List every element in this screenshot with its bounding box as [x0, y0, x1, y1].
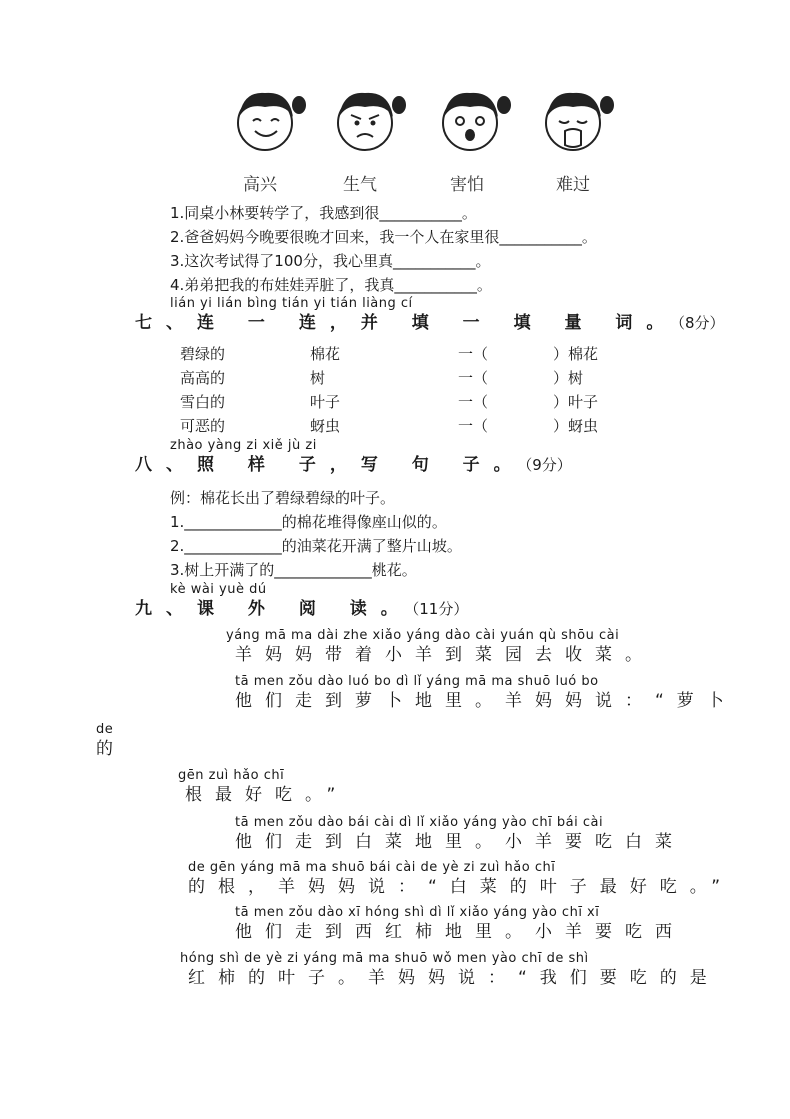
s7-right-prefix-4: 一（	[458, 417, 489, 435]
reading-line-4: 根最好吃。”	[185, 785, 349, 805]
question-4: 4.弟弟把我的布娃娃弄脏了，我真___________。	[170, 276, 492, 294]
reading-pinyin-7: tā men zǒu dào xī hóng shì dì lǐ xiǎo yáng yào chī xī	[235, 905, 600, 920]
reading-pinyin-6: de gēn yáng mā ma shuō bái cài de yè zi zuì hǎo chī	[188, 860, 556, 875]
s7-mid-4: 蚜虫	[310, 417, 341, 435]
section8-item-3: 3.树上开满了的_____________桃花。	[170, 561, 417, 579]
sad-face-icon	[546, 93, 614, 150]
face-label-scared: 害怕	[450, 175, 484, 195]
s7-mid-1: 棉花	[310, 345, 341, 363]
s7-left-2: 高高的	[180, 369, 226, 387]
s7-right-suffix-1: ）棉花	[553, 345, 599, 363]
reading-pinyin-5: tā men zǒu dào bái cài dì lǐ xiǎo yáng yào chī bái cài	[235, 815, 604, 830]
reading-pinyin-8: hóng shì de yè zi yáng mā ma shuō wǒ men yào chī de shì	[180, 951, 589, 966]
s7-right-prefix-3: 一（	[458, 393, 489, 411]
s7-left-4: 可恶的	[180, 417, 226, 435]
reading-line-7: 他们走到西红柿地里。小羊要吃西	[235, 922, 685, 942]
face-label-angry: 生气	[343, 175, 377, 195]
s7-mid-3: 叶子	[310, 393, 341, 411]
s7-left-3: 雪白的	[180, 393, 226, 411]
reading-pinyin-2: tā men zǒu dào luó bo dì lǐ yáng mā ma shuō luó bo	[235, 674, 599, 689]
section7-pinyin: lián yi lián bìng tián yi tián liàng cí	[170, 296, 413, 311]
face-label-sad: 难过	[556, 175, 590, 195]
reading-pinyin-4: gēn zuì hǎo chī	[178, 768, 285, 783]
reading-line-2: 他们走到萝卜地里。羊妈妈说：“萝卜	[235, 691, 737, 711]
section8-item-1: 1._____________的棉花堆得像座山似的。	[170, 513, 447, 531]
reading-line-5: 他们走到白菜地里。小羊要吃白菜	[235, 832, 685, 852]
section8-title: 八、照 样 子，写 句 子。（9分）	[135, 455, 572, 475]
section8-pinyin: zhào yàng zi xiě jù zi	[170, 438, 317, 453]
reading-line-3: 的	[96, 739, 126, 759]
s7-right-suffix-3: ）叶子	[553, 393, 599, 411]
angry-face-icon	[338, 93, 406, 150]
reading-line-6: 的根，羊妈妈说：“白菜的叶子最好吃。”	[188, 877, 734, 897]
section9-title: 九、课 外 阅 读。（11分）	[135, 599, 469, 619]
question-2: 2.爸爸妈妈今晚要很晚才回来，我一个人在家里很___________。	[170, 228, 597, 246]
face-label-happy: 高兴	[243, 175, 277, 195]
s7-right-suffix-4: ）蚜虫	[553, 417, 599, 435]
question-1: 1.同桌小林要转学了，我感到很___________。	[170, 204, 477, 222]
section8-example: 例：棉花长出了碧绿碧绿的叶子。	[170, 489, 396, 507]
reading-line-8: 红柿的叶子。羊妈妈说：“我们要吃的是	[188, 968, 720, 988]
section7-title: 七、连 一 连，并 填 一 填 量 词。（8分）	[135, 313, 725, 333]
reading-pinyin-1: yáng mā ma dài zhe xiǎo yáng dào cài yuán qù shōu cài	[226, 628, 620, 643]
faces-illustration	[228, 80, 618, 160]
s7-right-suffix-2: ）树	[553, 369, 584, 387]
s7-right-prefix-1: 一（	[458, 345, 489, 363]
s7-right-prefix-2: 一（	[458, 369, 489, 387]
reading-line-1: 羊妈妈带着小羊到菜园去收菜。	[235, 645, 655, 665]
question-3: 3.这次考试得了100分，我心里真___________。	[170, 252, 491, 270]
s7-mid-2: 树	[310, 369, 326, 387]
reading-pinyin-3: de	[96, 722, 114, 737]
section8-item-2: 2._____________的油菜花开满了整片山坡。	[170, 537, 462, 555]
s7-left-1: 碧绿的	[180, 345, 226, 363]
happy-face-icon	[238, 93, 306, 150]
section9-pinyin: kè wài yuè dú	[170, 582, 267, 597]
scared-face-icon	[443, 93, 511, 150]
